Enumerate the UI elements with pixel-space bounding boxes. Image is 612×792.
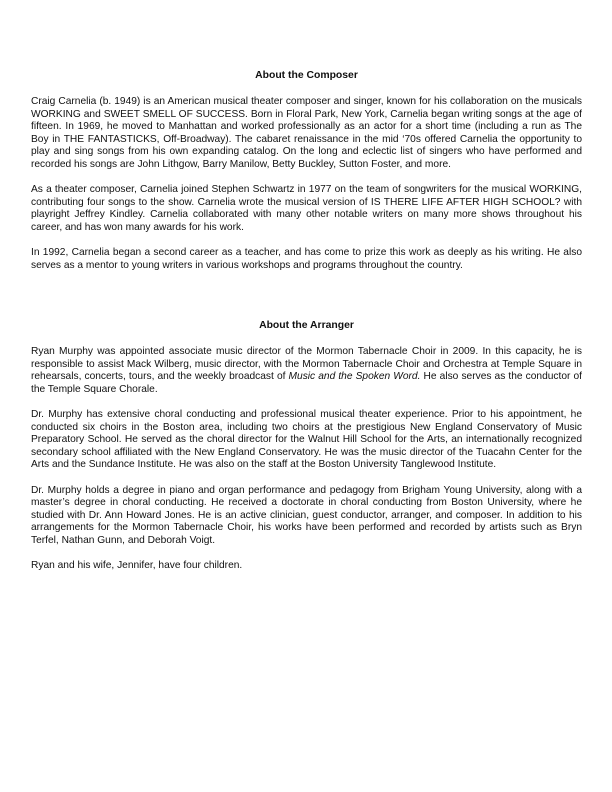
composer-section	[31, 69, 582, 272]
composer-paragraph-1: Craig Carnelia (b. 1949) is an American musical theater composer and singer, known for his collaboration on the musicals WORKING and SWEET SMELL OF SUCCESS. Born in Floral Park, New York, Carnelia began writing songs at the age of fifteen. In 1969, he moved to Manhattan and worked professionally as an actor for a short time (including a run as The Boy in THE FANTASTICKS, Off-Broadway). The cabaret renaissance in the mid ‘70s offered Carnelia the opportunity to play and sing songs from his own expanding catalog. On the long and eclectic list of singers who have performed and recorded his songs are John Lithgow, Barry Manilow, Betty Buckley, Sutton Foster, and more.	[31, 96, 582, 170]
composer-paragraph-2: As a theater composer, Carnelia joined Stephen Schwartz in 1977 on the team of songwriters for the musical WORKING, contributing four songs to the show. Carnelia wrote the musical version of IS THERE LIFE AFTER HIGH SCHOOL? with playright Jeffrey Kindley. Carnelia collaborated with many other notable writers on many more shows throughout his career, and has won many awards for his work.	[31, 184, 582, 233]
broadcast-title: Music and the Spoken Word.	[288, 371, 421, 383]
arranger-paragraph-1	[31, 346, 582, 396]
composer-heading: About the Composer	[255, 70, 358, 81]
arranger-paragraph-4: Ryan and his wife, Jennifer, have four children.	[31, 560, 243, 572]
arranger-section	[31, 319, 582, 573]
composer-paragraph-3: In 1992, Carnelia began a second career as a teacher, and has come to prize this work as deeply as his writing. He also serves as a mentor to young writers in various workshops and programs throughout the country.	[31, 247, 582, 271]
arranger-paragraph-1-tail: He also serves as the conductor of the Temple Square Chorale.	[31, 371, 583, 395]
arranger-paragraph-3: Dr. Murphy holds a degree in piano and organ performance and pedagogy from Brigham Young University, along with a master’s degree in choral conducting. He received a doctorate in choral conducting from Boston University, where he studied with Dr. Ann Howard Jones. He is an active clinician, guest conductor, arranger, and composer. In addition to his arrangements for the Mormon Tabernacle Choir, his works have been performed and recorded by artists such as Bryn Terfel, Nathan Gunn, and Deborah Voigt.	[31, 484, 582, 546]
arranger-paragraph-2: Dr. Murphy has extensive choral conducting and professional musical theater experience. Prior to his appointment, he conducted six choirs in the Boston area, including two choirs at the prestigious New England Conservatory of Music Preparatory School. He served as the choral director for the Walnut Hill School for the Arts, an internationally recognized secondary school affiliated with the New England Conservatory. He was the music director of the Tuacahn Center for the Arts and the Sundance Institute. He was also on the staff at the Boston University Tanglewood Institute.	[31, 408, 582, 471]
arranger-heading: About the Arranger	[259, 320, 354, 331]
arranger-paragraph-1-text: Ryan Murphy was appointed associate music director of the Mormon Tabernacle Choir in 2009. In this capacity, he is responsible to assist Mack Wilberg, music director, with the Mormon Tabernacle Choir and Orchestra at Temple Square in rehearsals, concerts, tours, and the weekly broadcast of	[31, 346, 582, 383]
